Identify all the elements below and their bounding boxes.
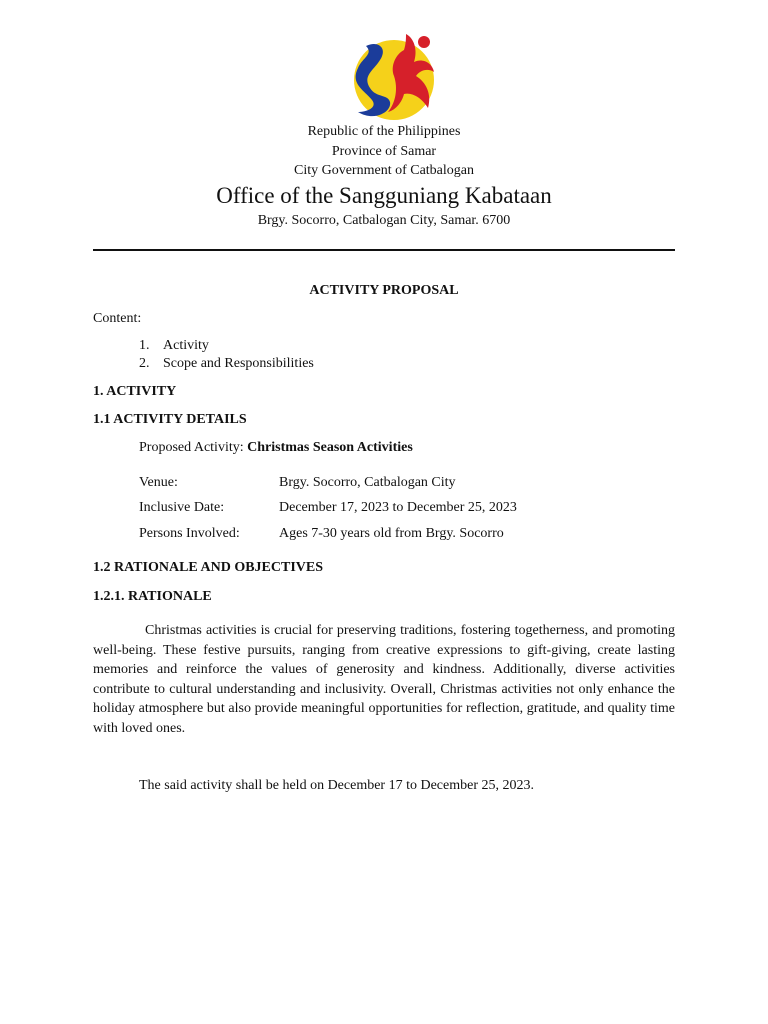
document-title: ACTIVITY PROPOSAL [309, 283, 459, 298]
toc-item-number: 2. [139, 356, 150, 371]
proposed-activity-value: Christmas Season Activities [247, 440, 413, 455]
section-heading-rationale-objectives: 1.2 RATIONALE AND OBJECTIVES [93, 560, 324, 575]
rationale-paragraph [93, 621, 675, 738]
detail-value-venue: Brgy. Socorro, Catbalogan City [279, 475, 456, 490]
header-divider [93, 249, 675, 251]
proposed-activity-row [139, 440, 413, 456]
proposed-activity-label: Proposed Activity: [139, 440, 244, 455]
office-title: Office of the Sangguniang Kabataan [216, 183, 552, 208]
detail-label-date: Inclusive Date: [139, 500, 225, 515]
header-province: Province of Samar [331, 144, 437, 159]
section-heading-rationale: 1.2.1. RATIONALE [93, 589, 212, 604]
content-label: Content: [93, 311, 142, 326]
detail-value-persons: Ages 7-30 years old from Brgy. Socorro [279, 526, 504, 541]
rationale-text: Christmas activities is crucial for preserving traditions, fostering togetherness, and promoting well-being. These festive pursuits, ranging from creative expressions to gift-giving, create lasting memories and reinforce the values of generosity and kindness. Additionally, diverse activities contribute to cultural understanding and inclusivity. Overall, Christmas activities not only enhance the holiday atmosphere but also provide meaningful opportunities for reflection, gratitude, and quality time with loved ones. [93, 623, 675, 736]
header-city: City Government of Catbalogan [293, 163, 475, 178]
toc-item-activity: Activity [163, 338, 209, 353]
closing-statement: The said activity shall be held on December 17 to December 25, 2023. [139, 778, 534, 793]
detail-value-date: December 17, 2023 to December 25, 2023 [279, 500, 517, 515]
toc-item-scope: Scope and Responsibilities [163, 356, 314, 371]
section-heading-activity-details: 1.1 ACTIVITY DETAILS [93, 412, 247, 427]
detail-label-persons: Persons Involved: [139, 526, 240, 541]
detail-label-venue: Venue: [139, 475, 178, 490]
sk-logo [344, 28, 440, 128]
office-address: Brgy. Socorro, Catbalogan City, Samar. 6700 [257, 213, 511, 228]
header-republic: Republic of the Philippines [307, 124, 461, 139]
section-heading-activity: 1. ACTIVITY [93, 384, 177, 399]
toc-item-number: 1. [139, 338, 150, 353]
